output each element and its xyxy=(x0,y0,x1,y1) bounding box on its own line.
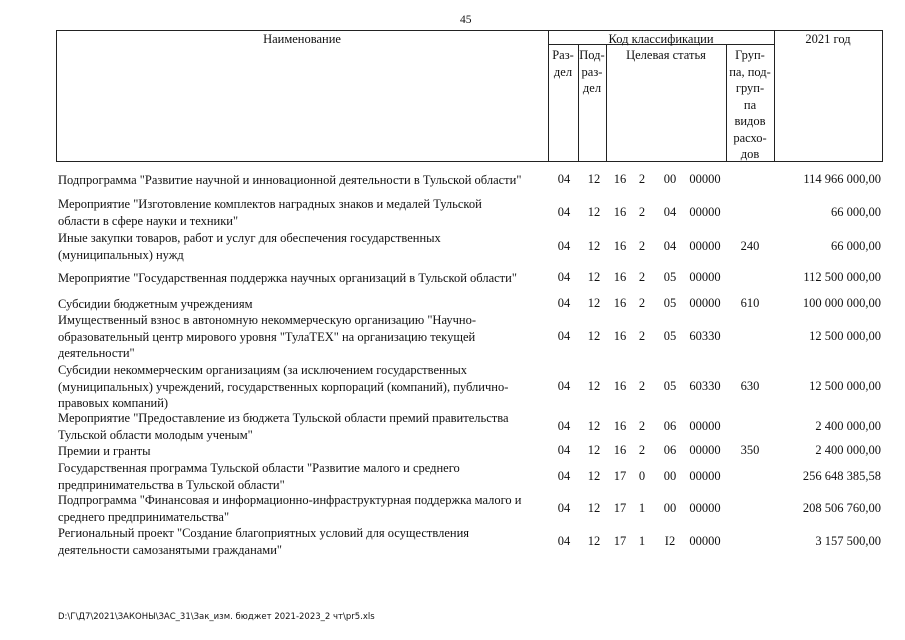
row-name: Субсидии бюджетным учреждениям xyxy=(58,297,253,311)
row-amount: 3 157 500,00 xyxy=(815,534,881,548)
row-amount: 208 506 760,00 xyxy=(802,501,881,515)
table-row xyxy=(0,172,905,190)
row-code-t3: 05 xyxy=(663,329,677,343)
row-code-pr: 12 xyxy=(587,239,601,253)
row-code-rz: 04 xyxy=(557,443,571,457)
row-name: Субсидии некоммерческим организациям (за исключением государственных (муниципальных) учреждений, государственных корпораций (компаний), публично- правовых компаний) xyxy=(58,363,509,410)
row-code-t4: 60330 xyxy=(689,379,721,393)
header-podrazdel: Под- раз- дел xyxy=(579,48,605,95)
row-code-t3: I2 xyxy=(664,534,676,548)
table-row xyxy=(0,525,905,559)
row-code-pr: 12 xyxy=(587,534,601,548)
row-code-pr: 12 xyxy=(587,172,601,186)
row-name: Мероприятие "Государственная поддержка научных организаций в Тульской области" xyxy=(58,271,517,285)
row-code-rz: 04 xyxy=(557,329,571,343)
row-code-rz: 04 xyxy=(557,379,571,393)
row-code-pr: 12 xyxy=(587,443,601,457)
row-code-rz: 04 xyxy=(557,172,571,186)
row-code-t3: 04 xyxy=(663,239,677,253)
row-code-t1: 16 xyxy=(613,329,627,343)
row-code-pr: 12 xyxy=(587,379,601,393)
row-code-pr: 12 xyxy=(587,270,601,284)
row-code-t3: 05 xyxy=(663,296,677,310)
row-code-t2: 0 xyxy=(638,469,646,483)
row-code-t4: 00000 xyxy=(689,501,721,515)
row-code-t2: 2 xyxy=(638,172,646,186)
row-code-t2: 2 xyxy=(638,443,646,457)
table-row xyxy=(0,196,905,230)
table-row xyxy=(0,230,905,264)
row-code-t3: 00 xyxy=(663,172,677,186)
header-name: Наименование xyxy=(263,32,341,46)
row-code-rz: 04 xyxy=(557,270,571,284)
page-number: 45 xyxy=(460,14,472,26)
row-code-t2: 2 xyxy=(638,379,646,393)
row-code-t1: 16 xyxy=(613,379,627,393)
row-code-rz: 04 xyxy=(557,296,571,310)
row-code-t3: 04 xyxy=(663,205,677,219)
table-row xyxy=(0,296,905,312)
file-path: D:\Г\Д7\2021\ЗАКОНЫ\ЗАС_31\Зак_изм. бюджет 2021-2023_2 чт\pr5.xls xyxy=(58,612,375,622)
header-target: Целевая статья xyxy=(626,48,706,62)
row-name: Государственная программа Тульской области "Развитие малого и среднего предпринимательства в Тульской области" xyxy=(58,461,460,492)
row-name: Иные закупки товаров, работ и услуг для обеспечения государственных (муниципальных) нужд xyxy=(58,231,441,262)
row-code-t2: 1 xyxy=(638,501,646,515)
row-amount: 112 500 000,00 xyxy=(803,270,881,284)
row-code-t1: 16 xyxy=(613,239,627,253)
row-code-t4: 00000 xyxy=(689,469,721,483)
header-code: Код классификации xyxy=(608,32,714,46)
table-row xyxy=(0,362,905,410)
row-code-t1: 16 xyxy=(613,270,627,284)
row-code-t4: 00000 xyxy=(689,443,721,457)
row-code-t4: 00000 xyxy=(689,239,721,253)
row-code-vr: 350 xyxy=(740,443,760,457)
row-code-t4: 00000 xyxy=(689,270,721,284)
row-amount: 12 500 000,00 xyxy=(809,329,881,343)
row-code-t2: 2 xyxy=(638,205,646,219)
row-code-t1: 16 xyxy=(613,172,627,186)
row-code-pr: 12 xyxy=(587,469,601,483)
row-code-rz: 04 xyxy=(557,501,571,515)
row-code-t4: 00000 xyxy=(689,419,721,433)
row-amount: 66 000,00 xyxy=(831,239,881,253)
table-row xyxy=(0,270,905,288)
row-code-t4: 00000 xyxy=(689,172,721,186)
row-code-rz: 04 xyxy=(557,419,571,433)
row-code-t3: 05 xyxy=(663,270,677,284)
row-code-rz: 04 xyxy=(557,469,571,483)
row-code-pr: 12 xyxy=(587,419,601,433)
row-code-t2: 2 xyxy=(638,270,646,284)
row-code-t3: 00 xyxy=(663,469,677,483)
row-code-t3: 00 xyxy=(663,501,677,515)
row-code-t4: 00000 xyxy=(689,534,721,548)
row-name: Подпрограмма "Развитие научной и инновационной деятельности в Тульской области" xyxy=(58,173,522,187)
table-header xyxy=(56,30,883,162)
row-code-t3: 06 xyxy=(663,419,677,433)
row-code-t2: 2 xyxy=(638,419,646,433)
row-name: Мероприятие "Предоставление из бюджета Тульской области премий правительства Тульской области молодым ученым" xyxy=(58,411,509,442)
row-code-t4: 00000 xyxy=(689,296,721,310)
row-amount: 66 000,00 xyxy=(831,205,881,219)
row-code-pr: 12 xyxy=(587,296,601,310)
row-code-t1: 16 xyxy=(613,443,627,457)
table-row xyxy=(0,492,905,525)
row-amount: 12 500 000,00 xyxy=(809,379,881,393)
row-code-t2: 2 xyxy=(638,329,646,343)
table-row xyxy=(0,312,905,362)
row-code-t1: 17 xyxy=(613,469,627,483)
row-code-vr: 240 xyxy=(740,239,760,253)
row-code-t1: 16 xyxy=(613,419,627,433)
row-amount: 2 400 000,00 xyxy=(815,443,881,457)
row-name: Премии и гранты xyxy=(58,444,151,458)
row-amount: 256 648 385,58 xyxy=(802,469,881,483)
row-code-vr: 610 xyxy=(740,296,760,310)
row-code-pr: 12 xyxy=(587,205,601,219)
row-code-t1: 17 xyxy=(613,501,627,515)
row-code-t1: 16 xyxy=(613,296,627,310)
row-amount: 114 966 000,00 xyxy=(803,172,881,186)
row-amount: 2 400 000,00 xyxy=(815,419,881,433)
row-code-t3: 06 xyxy=(663,443,677,457)
row-name: Региональный проект "Создание благоприятных условий для осуществления деятельности самозанятыми гражданами" xyxy=(58,526,470,557)
table-row xyxy=(0,443,905,460)
table-row xyxy=(0,460,905,492)
row-code-vr: 630 xyxy=(740,379,760,393)
row-code-t3: 05 xyxy=(663,379,677,393)
row-code-t2: 2 xyxy=(638,239,646,253)
row-code-rz: 04 xyxy=(557,239,571,253)
row-code-t2: 1 xyxy=(638,534,646,548)
row-code-rz: 04 xyxy=(557,205,571,219)
row-code-pr: 12 xyxy=(587,501,601,515)
row-code-pr: 12 xyxy=(587,329,601,343)
header-group: Груп- па, под- груп- па видов расхо- дов xyxy=(729,48,771,161)
row-code-rz: 04 xyxy=(557,534,571,548)
table-row xyxy=(0,410,905,443)
row-code-t1: 16 xyxy=(613,205,627,219)
row-code-t4: 00000 xyxy=(689,205,721,219)
row-name: Подпрограмма "Финансовая и информационно-инфраструктурная поддержка малого и среднего предпринимательства" xyxy=(58,493,522,524)
header-year: 2021 год xyxy=(805,32,851,46)
row-code-t2: 2 xyxy=(638,296,646,310)
row-name: Мероприятие "Изготовление комплектов наградных знаков и медалей Тульской области в сфере науки и техники" xyxy=(58,197,482,228)
row-amount: 100 000 000,00 xyxy=(802,296,881,310)
row-name: Имущественный взнос в автономную некоммерческую организацию "Научно- образовательный центр мирового уровня "ТулаТЕХ" на организацию текущей деятельности" xyxy=(58,313,477,360)
row-code-t1: 17 xyxy=(613,534,627,548)
row-code-t4: 60330 xyxy=(689,329,721,343)
header-razdel: Раз- дел xyxy=(552,48,574,79)
